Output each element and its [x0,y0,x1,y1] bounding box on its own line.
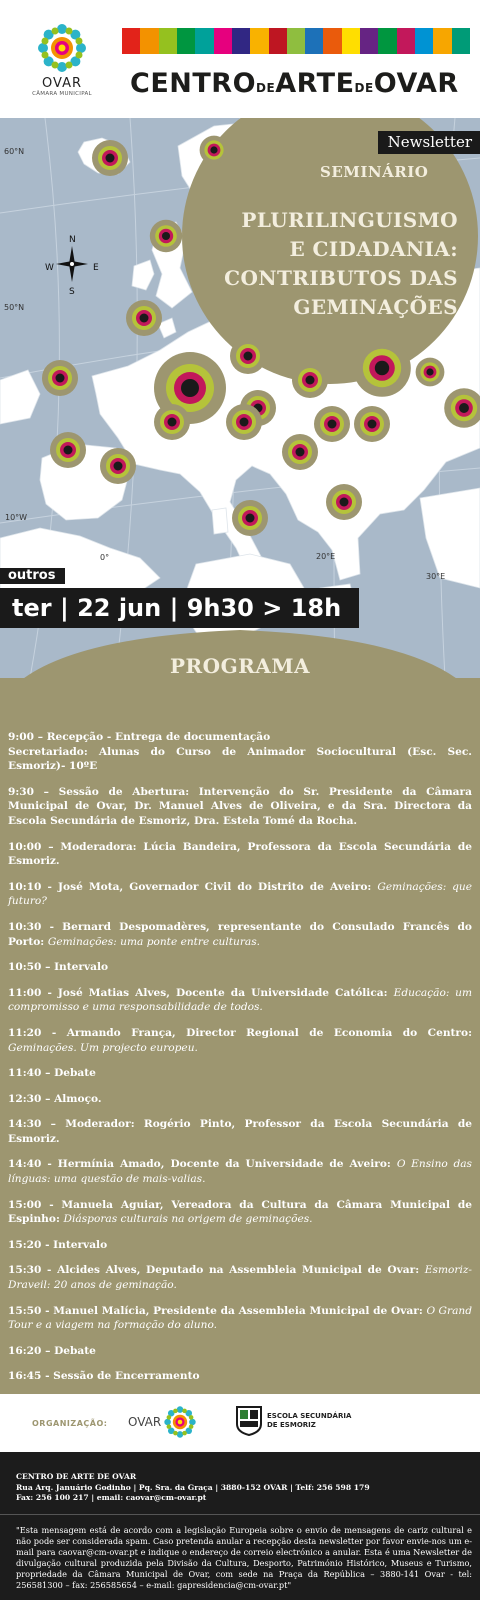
category-tag[interactable]: outros [0,568,65,584]
color-bar-segment [232,28,250,54]
program-item [8,1238,472,1253]
location-marker-icon [50,432,86,468]
location-marker-icon [354,406,390,442]
location-marker-icon [154,404,190,440]
program-item-talk-title: Diásporas culturais na origem de geminações. [63,1213,313,1226]
footer [0,1452,480,1600]
program-item [8,840,472,869]
location-marker-icon [42,360,78,396]
color-bar [122,28,470,54]
program-item-text: 15:30 - Alcides Alves, Deputado na Assembleia Municipal de Ovar: [8,1264,425,1277]
location-marker-icon [326,484,362,520]
footer-org-name: CENTRO DE ARTE DE OVAR [16,1472,137,1481]
program-item-text: 15:20 - Intervalo [8,1238,108,1251]
title-word-de-2: DE [354,81,374,95]
location-marker-icon [230,338,266,374]
map-label-e: E [93,263,99,273]
location-marker-icon [226,404,262,440]
location-marker-icon [232,500,268,536]
event-title-line: E CIDADANIA: [289,237,458,261]
color-bar-segment [250,28,268,54]
footer-divider [0,1514,480,1515]
title-word-arte: ARTE [275,68,355,99]
program-item [8,1157,472,1186]
color-bar-segment [177,28,195,54]
color-bar-segment [305,28,323,54]
location-marker-icon [100,448,136,484]
compass-rose-icon [56,246,88,282]
program-item-text: 10:10 - José Mota, Governador Civil do Distrito de Aveiro: [8,880,378,893]
ovar-organizer-name: OVAR [128,1415,162,1429]
program-item [8,880,472,909]
program-item [8,1092,472,1107]
program-item [8,920,472,949]
program-item-text: 11:20 - Armando França, Director Regional de Economia do Centro: [8,1026,472,1039]
program-item-talk-title: Geminações: uma ponte entre culturas. [47,935,261,948]
program-item-talk-title: Educação: um compromisso e uma responsabilidade de todos. [8,986,472,1014]
event-date-time: ter | 22 jun | 9h30 > 18h [0,588,359,628]
map-label-30e: 30°E [426,572,446,581]
program-item-text: 16:45 - Sessão de Encerramento [8,1370,200,1383]
program-item-talk-title: O Ensino das línguas: uma questão de mais-valias. [8,1158,472,1186]
program-item-text: 10:00 – Moderadora: Lúcia Bandeira, Professora da Escola Secundária de Esmoriz. [8,840,472,868]
color-bar-segment [378,28,396,54]
school-name-line: DE ESMORIZ [267,1421,316,1429]
footer-fax-email[interactable]: Fax: 256 100 217 | email: caovar@cm-ovar.pt [16,1493,207,1502]
color-bar-segment [342,28,360,54]
map-label-0: 0° [100,553,110,562]
contact-info [16,1472,370,1504]
programa-heading: PROGRAMA [170,654,310,678]
location-marker-icon [416,358,445,387]
program-item-text: 12:30 – Almoço. [8,1092,102,1105]
color-bar-segment [452,28,470,54]
title-word-centro: CENTRO [130,68,257,99]
program-item-talk-title: Geminações: que futuro? [8,880,472,908]
hero-banner [0,118,480,678]
event-title-line: CONTRIBUTOS DAS [224,266,458,290]
site-title [130,68,459,99]
color-bar-segment [397,28,415,54]
color-bar-segment [159,28,177,54]
disclaimer-text: "Esta mensagem está de acordo com a legislação Europeia sobre o envio de mensagens de cariz cultural e não pode ser considerada spam. Caso pretenda anular a recepção desta newsletter por favor envie-nos um e-mail para caovar@cm-ovar.pt e indique o endereço de correio electrónico a anular. Esta é uma Newsletter de divulgação cultural produzida pela Divisão da Cultura, Desporto, Património Histórico, Museus e Turismo, propriedade da Câmara Municipal de Ovar, com sede na Praça da República – 3880-141 Ovar - tel: 256581300 – fax: 256585654 – e-mail: gapresidencia@cm-ovar.pt" [16,1525,472,1590]
program-item [8,1263,472,1292]
school-crest-icon [236,1406,262,1436]
location-marker-icon [353,339,411,397]
program-item-text: 11:00 - José Matias Alves, Docente da Universidade Católica: [8,986,394,999]
program-item-talk-title: Esmoriz-Draveil: 20 anos de geminação. [8,1264,472,1292]
program-item-text: 15:00 - Manuela Aguiar, Vereadora da Cultura da Câmara Municipal de Espinho: [8,1198,472,1226]
header [0,0,480,118]
color-bar-segment [269,28,287,54]
program-item-talk-title: Geminações. Um projecto europeu. [8,1041,198,1054]
program-item [8,1304,472,1333]
logo-name: OVAR [42,76,82,91]
program-item-text: 14:30 – Moderador: Rogério Pinto, Professor da Escola Secundária de Esmoriz. [8,1118,472,1145]
program-item-text: 16:20 – Debate [8,1344,96,1357]
color-bar-segment [287,28,305,54]
program-item [8,1344,472,1359]
map-label-10w: 10°W [5,513,28,522]
program-list [0,678,480,1394]
title-word-de-1: DE [256,81,276,95]
organization-bar [0,1394,480,1452]
color-bar-segment [195,28,213,54]
location-marker-icon [92,140,128,176]
program-item-text: 15:50 - Manuel Malícia, Presidente da Assembleia Municipal de Ovar: [8,1304,427,1317]
location-marker-icon [282,434,318,470]
title-word-ovar: OVAR [373,68,459,99]
flower-logo-icon [36,22,88,74]
program-item-text: 9:30 – Sessão de Abertura: Intervenção do Sr. Presidente da Câmara Municipal de Ovar, Dr. Manuel Alves de Oliveira, e da Sra. Directora da Escola Secundária de Esmoriz, Dra. Estela Tomé da Rocha. [8,785,472,827]
program-item [8,986,472,1015]
newsletter-label: Newsletter [378,131,480,154]
school-name-line: ESCOLA SECUNDÁRIA [267,1412,352,1420]
program-item [8,785,472,829]
program-item [8,960,472,975]
color-bar-segment [415,28,433,54]
school-name [267,1412,351,1430]
color-bar-segment [323,28,341,54]
color-bar-segment [140,28,158,54]
program-item-text: 10:30 - Bernard Despomadères, representante do Consulado Francês do Porto: [8,920,472,948]
event-type: SEMINÁRIO [320,163,429,181]
program-item [8,1198,472,1227]
program-item-talk-title: O Grand Tour e a viagem na formação do aluno. [8,1304,473,1332]
footer-address: Rua Arq. Januário Godinho | Pq. Sra. da Graça | 3880-152 OVAR | Telf: 256 598 179 [16,1482,370,1492]
program-item [8,730,472,774]
location-marker-icon [314,406,350,442]
event-title [180,206,458,322]
event-title-line: GEMINAÇÕES [293,295,458,319]
program-item-text: 11:40 – Debate [8,1067,96,1080]
location-marker-icon [200,136,229,165]
color-bar-segment [214,28,232,54]
location-marker-icon [126,300,162,336]
map-label-50n: 50°N [4,303,25,312]
location-marker-icon [292,362,328,398]
map-label-w: W [45,263,54,273]
school-organizer-logo[interactable] [236,1406,351,1436]
logo-subtitle: CÂMARA MUNICIPAL [32,91,92,97]
location-marker-icon [150,220,182,252]
program-item [8,1026,472,1055]
program-item [8,1117,472,1146]
color-bar-segment [122,28,140,54]
map-label-20e: 20°E [316,552,336,561]
map-label-s: S [69,287,75,297]
program-item [8,1066,472,1081]
program-item-text: 9:00 – Recepção - Entrega de documentação Secretariado: Alunas do Curso de Animador Sociocultural (Esc. Sec. Esmoriz)- 10ºE [8,731,472,773]
program-item-text: 10:50 – Intervalo [8,961,109,974]
organization-label: ORGANIZAÇÃO: [32,1419,108,1428]
event-title-line: PLURILINGUISMO [241,208,458,232]
flower-logo-icon [163,1405,197,1439]
map-label-60n: 60°N [4,147,25,156]
color-bar-segment [360,28,378,54]
map-label-n: N [69,235,76,245]
ovar-organizer-logo[interactable] [128,1404,197,1440]
program-item [8,1369,472,1384]
program-item-text: 14:40 - Hermínia Amado, Docente da Universidade de Aveiro: [8,1158,397,1171]
ovar-logo[interactable] [22,22,102,108]
color-bar-segment [433,28,451,54]
